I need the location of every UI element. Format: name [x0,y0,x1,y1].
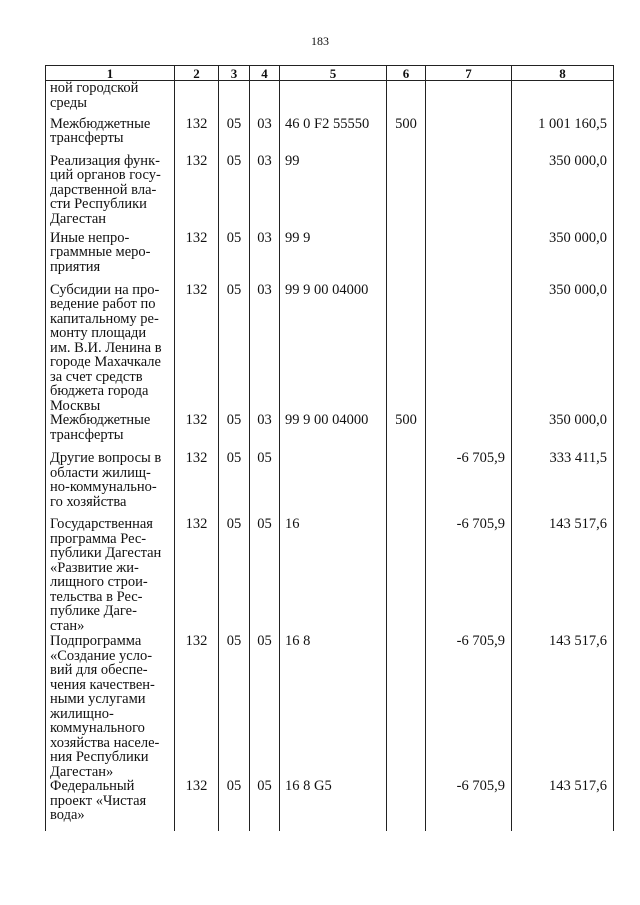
section-code-cell: 05 [219,283,250,414]
item-name-line: граммные меро- [50,244,151,260]
target-article-cell: 46 0 F2 55550 [280,117,387,154]
table-row [46,154,614,231]
amount-change-cell [426,117,512,154]
item-name-line: монту площади [50,325,147,341]
item-name-line: вода» [50,807,85,823]
amount-change-cell [426,231,512,283]
item-name-line: го хозяйства [50,493,127,510]
item-name-cell [46,231,175,283]
expense-type-cell [387,779,426,831]
column-header: 2 [175,66,219,81]
section-code-cell: 05 [219,413,250,451]
section-code-cell: 05 [219,117,250,154]
item-name-line: Государственная [50,516,153,532]
item-name-line: ной городской [50,80,139,96]
budget-table [45,65,614,831]
column-header: 3 [219,66,250,81]
target-article-cell: 99 9 [280,231,387,283]
item-name-line: «Развитие жи- [50,559,139,576]
item-name-line: городе Махачкале [50,354,161,370]
section-code-cell: 05 [219,231,250,283]
item-name-line: Другие вопросы в [50,450,162,466]
table-row [46,413,614,451]
item-name-line: трансферты [50,426,124,443]
ministry-code-cell: 132 [175,413,219,451]
column-header: 8 [512,66,614,81]
expense-type-cell [387,154,426,231]
ministry-code-cell: 132 [175,451,219,517]
expense-type-cell: 500 [387,117,426,154]
item-name-line: им. В.И. Ленина в [50,339,162,356]
subsection-code-cell: 03 [250,283,280,414]
item-name-line: «Создание усло- [50,647,153,664]
target-article-cell: 99 9 00 04000 [280,413,387,451]
amount-change-cell [426,81,512,117]
item-name-line: коммунального [50,720,145,736]
item-name-line: тельства в Рес- [50,588,143,605]
expense-type-cell [387,634,426,779]
subsection-code-cell: 03 [250,154,280,231]
ministry-code-cell: 132 [175,231,219,283]
table-header-row [46,66,614,81]
amount-total-cell: 350 000,0 [512,413,614,451]
amount-change-cell [426,283,512,414]
table-row [46,231,614,283]
item-name-line: Дагестан [50,210,107,227]
table-row [46,451,614,517]
column-header: 1 [46,66,175,81]
expense-type-cell: 500 [387,413,426,451]
column-header: 5 [280,66,387,81]
item-name-line: программа Рес- [50,530,147,547]
ministry-code-cell: 132 [175,283,219,414]
item-name-line: за счет средств [50,368,143,385]
item-name-line: капитальному ре- [50,310,159,327]
amount-change-cell: -6 705,9 [426,451,512,517]
table-row [46,283,614,414]
page-number: 183 [311,34,329,48]
item-name-line: ния Республики [50,749,149,765]
item-name-line: лищного строи- [50,574,148,590]
table-row [46,634,614,779]
expense-type-cell [387,231,426,283]
subsection-code-cell: 03 [250,231,280,283]
item-name-cell [46,283,175,414]
amount-total-cell: 143 517,6 [512,517,614,634]
item-name-line: хозяйства населе- [50,734,160,751]
amount-total-cell: 143 517,6 [512,779,614,831]
item-name-line: Дагестан» [50,763,114,780]
item-name-line: Межбюджетные [50,412,151,428]
amount-total-cell: 350 000,0 [512,231,614,283]
column-header: 7 [426,66,512,81]
target-article-cell [280,451,387,517]
amount-change-cell: -6 705,9 [426,517,512,634]
amount-change-cell: -6 705,9 [426,779,512,831]
ministry-code-cell: 132 [175,117,219,154]
item-name-line: но-коммунально- [50,479,157,495]
amount-change-cell: -6 705,9 [426,634,512,779]
expense-type-cell [387,283,426,414]
item-name-line: проект «Чистая [50,792,147,809]
amount-change-cell [426,413,512,451]
item-name-line: публике Даге- [50,603,137,619]
column-header: 6 [387,66,426,81]
subsection-code-cell [250,81,280,117]
subsection-code-cell: 05 [250,517,280,634]
section-code-cell: 05 [219,154,250,231]
item-name-cell [46,779,175,831]
amount-total-cell [512,81,614,117]
item-name-line: жилищно- [50,705,114,722]
amount-total-cell: 143 517,6 [512,634,614,779]
table-body [46,81,614,832]
item-name-cell [46,413,175,451]
item-name-line: Подпрограмма [50,633,142,649]
subsection-code-cell: 05 [250,634,280,779]
expense-type-cell [387,517,426,634]
table-row [46,779,614,831]
item-name-line: трансферты [50,130,124,146]
section-code-cell [219,81,250,117]
table-row [46,517,614,634]
item-name-line: ций органов госу- [50,167,161,183]
expense-type-cell [387,451,426,517]
subsection-code-cell: 05 [250,779,280,831]
target-article-cell: 99 9 00 04000 [280,283,387,414]
subsection-code-cell: 05 [250,451,280,517]
amount-total-cell: 350 000,0 [512,154,614,231]
item-name-line: стан» [50,617,85,634]
target-article-cell: 16 8 G5 [280,779,387,831]
item-name-line: вий для обеспе- [50,662,148,678]
target-article-cell: 99 [280,154,387,231]
item-name-cell [46,117,175,154]
subsection-code-cell: 03 [250,117,280,154]
column-header: 4 [250,66,280,81]
item-name-line: бюджета города [50,383,149,399]
section-code-cell: 05 [219,517,250,634]
item-name-cell [46,154,175,231]
item-name-cell [46,451,175,517]
expense-type-cell [387,81,426,117]
amount-total-cell: 333 411,5 [512,451,614,517]
item-name-cell [46,81,175,117]
ministry-code-cell: 132 [175,634,219,779]
item-name-line: Субсидии на про- [50,281,160,298]
target-article-cell: 16 [280,517,387,634]
item-name-line: Москвы [50,397,101,414]
amount-change-cell [426,154,512,231]
section-code-cell: 05 [219,451,250,517]
item-name-line: чения качествен- [50,676,155,693]
item-name-line: ными услугами [50,691,146,707]
section-code-cell: 05 [219,634,250,779]
amount-total-cell: 1 001 160,5 [512,117,614,154]
target-article-cell [280,81,387,117]
item-name-line: Иные непро- [50,229,130,246]
item-name-line: среды [50,94,88,111]
ministry-code-cell: 132 [175,154,219,231]
item-name-line: дарственной вла- [50,181,157,198]
table-row [46,81,614,117]
amount-total-cell: 350 000,0 [512,283,614,414]
item-name-cell [46,634,175,779]
item-name-line: ведение работ по [50,296,156,312]
item-name-line: публики Дагестан [50,545,162,561]
table-row [46,117,614,154]
item-name-line: области жилищ- [50,464,151,481]
ministry-code-cell [175,81,219,117]
target-article-cell: 16 8 [280,634,387,779]
item-name-line: Реализация функ- [50,152,160,169]
item-name-line: сти Республики [50,196,147,212]
item-name-line: приятия [50,258,101,275]
subsection-code-cell: 03 [250,413,280,451]
item-name-line: Межбюджетные [50,115,151,132]
section-code-cell: 05 [219,779,250,831]
item-name-line: Федеральный [50,778,135,794]
ministry-code-cell: 132 [175,779,219,831]
ministry-code-cell: 132 [175,517,219,634]
item-name-cell [46,517,175,634]
